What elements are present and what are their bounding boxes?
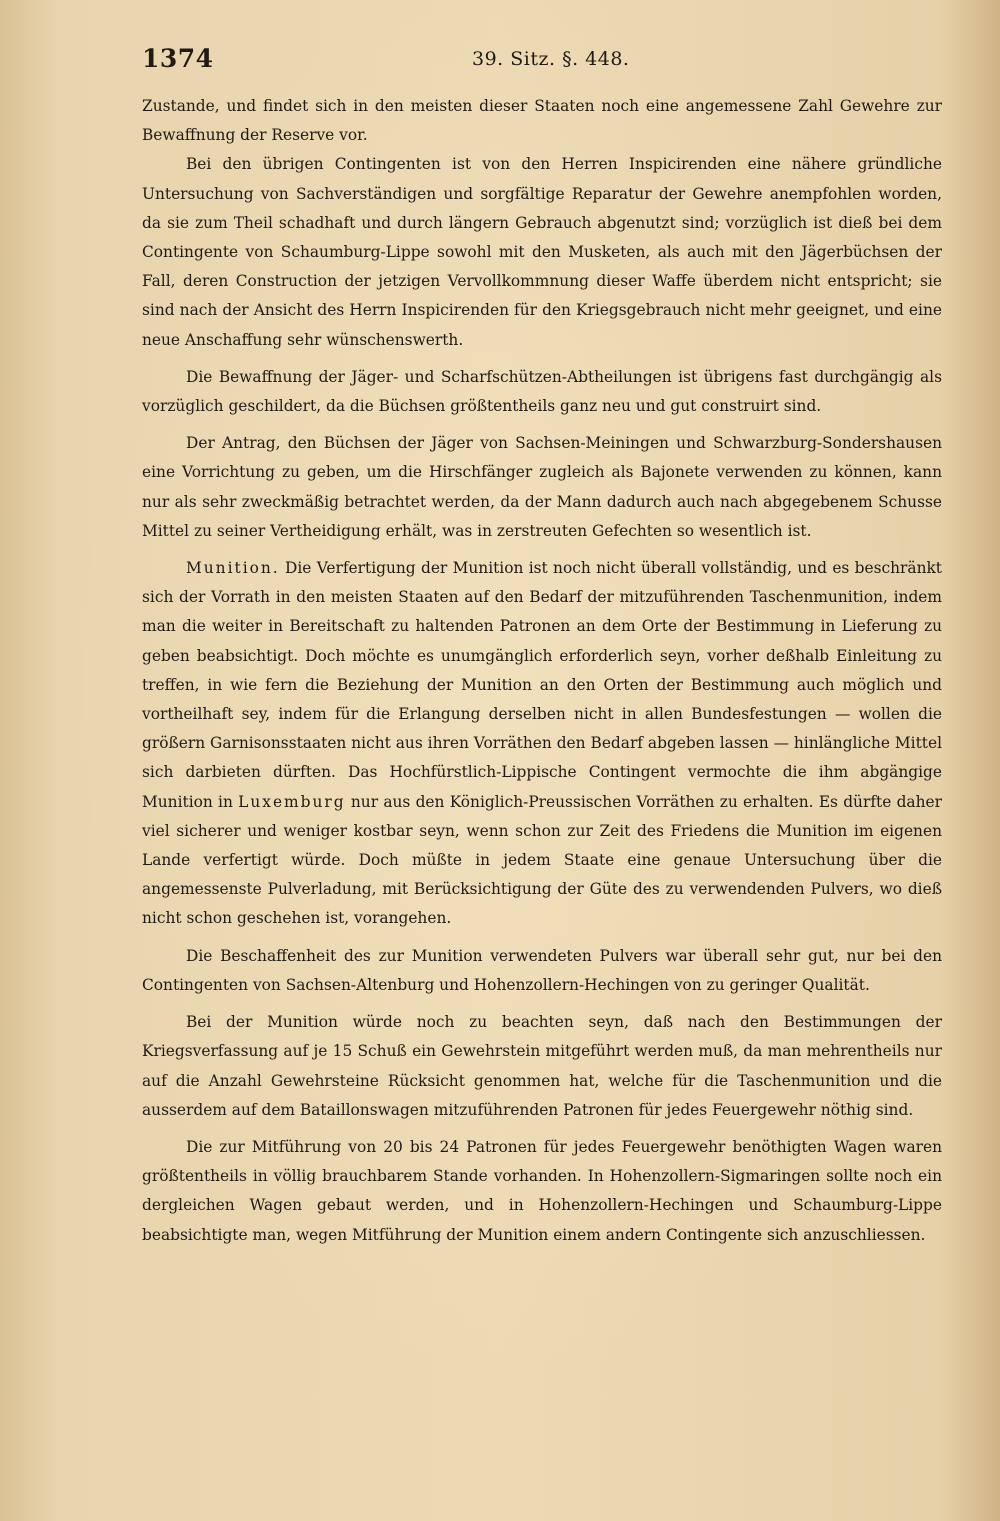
paragraph-munition <box>142 554 942 934</box>
munition-text-part-2: nur aus den Königlich-Preussischen Vorräthen zu erhalten. Es dürfte daher viel sicherer und weniger kostbar seyn, wenn schon zur Zeit des Friedens die Munition im eigenen Lande verfertigt würde. Doch müßte in jedem Staate eine genaue Untersuchung über die angemessenste Pulverladung, mit Berücksichtigung der Güte des zu verwendenden Pulvers, wo dieß nicht schon geschehen ist, vorangehen. <box>142 792 942 928</box>
paragraph-contingents-inspection: Bei den übrigen Contingenten ist von den Herren Inspicirenden eine nähere gründliche Untersuchung von Sachverständigen und sorgfältige Reparatur der Gewehre anempfohlen worden, da sie zum Theil schadhaft und durch längern Gebrauch abgenutzt sind; vorzüglich ist dieß bei dem Contingente von Schaumburg-Lippe sowohl mit den Musketen, als auch mit den Jägerbüchsen der Fall, deren Construction der jetzigen Vervollkommnung dieser Waffe überdem nicht entspricht; sie sind nach der Ansicht des Herrn Inspicirenden für den Kriegsgebrauch nicht mehr geeignet, und eine neue Anschaffung sehr wünschenswerth. <box>142 155 942 349</box>
paragraph-powder-quality: Die Beschaffenheit des zur Munition verwendeten Pulvers war überall sehr gut, nur bei den Contingenten von Sachsen-Altenburg und Hohenzollern-Hechingen von zu geringer Qualität. <box>142 946 942 994</box>
body-text <box>142 92 942 1258</box>
running-head: 39. Sitz. §. 448. <box>472 48 630 70</box>
paragraph-rifle-units: Die Bewaffnung der Jäger- und Scharfschützen-Abtheilungen ist übrigens fast durchgängig als vorzüglich geschildert, da die Büchsen größtentheils ganz neu und gut construirt sind. <box>142 367 942 416</box>
paragraph-bayonet-proposal: Der Antrag, den Büchsen der Jäger von Sachsen-Meiningen und Schwarzburg-Sondershausen eine Vorrichtung zu geben, um die Hirschfänger zugleich als Bajonete verwenden zu können, kann nur als sehr zweckmäßig betrachtet werden, da der Mann dadurch auch nach abgegebenem Schusse Mittel zu seiner Vertheidigung erhält, was in zerstreuten Gefechten so wesentlich ist. <box>142 434 942 540</box>
place-name-luxemburg: Luxemburg <box>238 792 346 811</box>
page-header <box>142 44 942 80</box>
paragraph-ammunition-wagons: Die zur Mitführung von 20 bis 24 Patronen für jedes Feuergewehr benöthigten Wagen waren größtentheils in völlig brauchbarem Stande vorhanden. In Hohenzollern-Sigmaringen sollte noch ein dergleichen Wagen gebaut werden, und in Hohenzollern-Hechingen und Schaumburg-Lippe beabsichtigte man, wegen Mitführung der Munition einem andern Contingente sich anzuschliessen. <box>142 1137 942 1244</box>
paragraph-continuation: Zustande, und findet sich in den meisten dieser Staaten noch eine angemessene Zahl Gewehre zur Bewaffnung der Reserve vor. <box>142 97 942 145</box>
munition-text-part-1: Die Verfertigung der Munition ist noch nicht überall vollständig, und es beschränkt sich der Vorrath in den meisten Staaten auf den Bedarf der mitzuführenden Taschenmunition, indem man die weiter in Bereitschaft zu haltenden Patronen an dem Orte der Bestimmung in Lieferung zu geben beabsichtigt. Doch möchte es unumgänglich erforderlich seyn, vorher deßhalb Einleitung zu treffen, in wie fern die Beziehung der Munition an den Orten der Bestimmung auch möglich und vortheilhaft sey, indem für die Erlangung derselben nicht in allen Bundesfestungen — wollen die größern Garnisonsstaaten nicht aus ihren Vorräthen den Bedarf abgeben lassen — hinlängliche Mittel sich darbieten dürften. Das Hochfürstlich-Lippische Contingent vermochte die ihm abgängige Munition in <box>142 559 942 811</box>
paragraph-flints: Bei der Munition würde noch zu beachten seyn, daß nach den Bestimmungen der Kriegsverfassung auf je 15 Schuß ein Gewehrstein mitgeführt werden muß, da man mehrentheils nur auf die Anzahl Gewehrsteine Rücksicht genommen hat, welche für die Taschenmunition und die ausserdem auf dem Bataillonswagen mitzuführenden Patronen für jedes Feuergewehr nöthig sind. <box>142 1013 942 1119</box>
page-number: 1374 <box>142 44 214 73</box>
section-lead-munition: Munition. <box>186 559 280 578</box>
